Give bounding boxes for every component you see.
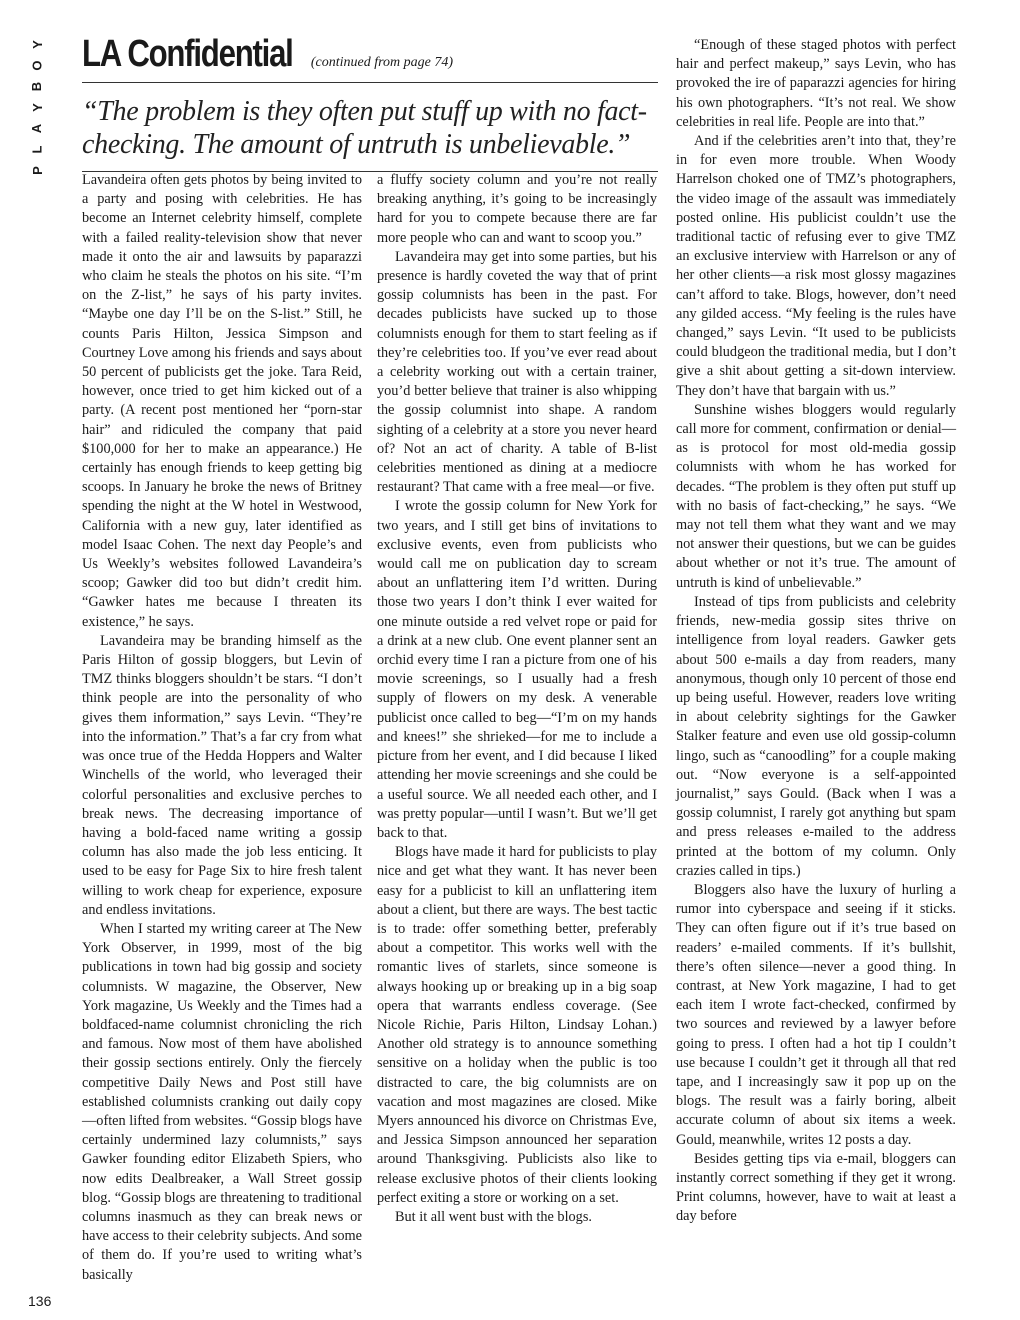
article-paragraph: a fluffy society column and you’re not really breaking anything, it’s going to be increasingly hard for you to compete because there are far more people who can and want to scoop you.” [377,172,657,246]
text-column-3 [676,36,956,1227]
article-paragraph: Instead of tips from publicists and celebrity friends, new-media gossip sites thrive on intelligence from loyal readers. Gawker gets about 500 e-mails a day from readers, many anonymous, though only 10 percent of those end up being useful. However, readers love writing in about celebrity sightings for the Gawker Stalker feature and even use old gossip-column lingo, such as “canoodling” for a couple making out. “Now everyone is a self-appointed journalist,” says Gould. (Back when I was a gossip columnist, I rarely got anything but spam and press releases e-mailed to the address printed at the bottom of my column. Only crazies called in tips.) [676,593,956,879]
article-paragraph: And if the celebrities aren’t into that, they’re in for even more trouble. When Woody Harrelson choked one of TMZ’s photographers, the video image of the assault was immediately posted online. His publicist couldn’t use the traditional tactic of refusing ever to give TMZ an exclusive interview with Harrelson or any of her other clients—a risk most glossy magazines can’t afford to take. Blogs, however, don’t need any gilded access. “My feeling is the rules have changed,” says Levin. “It used to be publicists could bludgeon the traditional media, but I don’t give a shit about getting a sit-down interview. They don’t have that bargain with us.” [676,133,956,399]
article-paragraph: Besides getting tips via e-mail, bloggers can instantly correct something if they get it wrong. Print columns, however, have to wait at least a day before [676,1150,956,1225]
article-paragraph: Blogs have made it hard for publicists to play nice and get what they want. It has never been easy for a publicist to kill an unflattering item about a client, but there are ways. The best tactic is to trade: offer something better, preferably about a competitor. This works well with the romantic lives of starlets, since someone is always hooking up or breaking up in a big soap opera that warrants endless coverage. (See Nicole Richie, Paris Hilton, Lindsay Lohan.) Another old strategy is to announce something sensitive on a holiday when the public is too distracted to care, the big columnists are on vacation and most magazines are closed. Mike Myers announced his divorce on Christmas Eve, and Jessica Simpson announced her separation around Thanksgiving. Publicists also like to release exclusive photos of their clients looking perfect exiting a store or working on a set. [377,844,657,1206]
article-paragraph: “Enough of these staged photos with perfect hair and perfect makeup,” says Levin, who has provoked the ire of paparazzi agencies for hiring his own photographers. “It’s not real. We show celebrities in real life. People are into that.” [676,37,956,130]
article-title: LA Confidential [82,33,293,75]
page-number: 136 [28,1293,52,1309]
article-paragraph: Sunshine wishes bloggers would regularly call more for comment, confirmation or denial—as is protocol for most old-media gossip columnists with whom he has worked for decades. “The problem is they often put stuff up with no basis of fact-checking,” he says. “We may not tell them what they want and we may not answer their questions, but we can be guides about whether or not it’s true. The amount of untruth is kind of unbelievable.” [676,401,956,591]
logo-letter: A [29,123,45,134]
text-column-2 [377,171,657,1227]
text-column-1 [82,171,362,1285]
continued-note: (continued from page 74) [310,55,454,70]
logo-letter: Y [29,40,45,49]
article-header [82,32,658,172]
pull-quote: “The problem is they often put stuff up with no fact-checking. The amount of untruth is unbelievable.” [82,96,647,160]
logo-letter: Y [29,103,45,112]
article-paragraph: Lavandeira may be branding himself as the Paris Hilton of gossip bloggers, but Levin of TMZ thinks bloggers shouldn’t be stars. “I don’t think people are into the personality of who gives them information,” says Levin. “They’re into the information.” That’s a far cry from what was once true of the Hedda Hoppers and Walter Winchells of the world, who leveraged their colorful personalities and exclusive perches to break news. The decreasing importance of having a bold-faced name writing a gossip column has also made the job less enticing. It used to be easy for Page Six to hire fresh talent willing to work cheap for experience, exposure and endless invitations. [82,632,362,918]
article-paragraph: Lavandeira often gets photos by being invited to a party and posing with celebrities. He has become an Internet celebrity himself, complete with a failed reality-television show that never made it onto the air and lawsuits by paparazzi who claim he steals the photos on his site. “I’m on the Z-list,” he says of his party invites. “Maybe one day I’ll be on the S-list.” Still, he counts Paris Hilton, Jessica Simpson and Courtney Love among his friends and says about 50 percent of publicists get the joke. Tara Reid, however, once tried to get him kicked out of a party. (A recent post mentioned her “porn-star hair” and ridiculed the company that paid $100,000 for her to make an appearance.) He certainly has enough friends to keep getting big scoops. In January he broke the news of Britney spending the night at the W hotel in Westwood, California with a new guy, later identified as model Isaac Cohen. The next day People’s and Us Weekly’s websites followed Lavandeira’s scoop; Gawker did too but didn’t credit him. “Gawker hates me because I threaten its existence,” he says. [82,172,362,630]
logo-letter: L [29,145,45,154]
article-paragraph: I wrote the gossip column for New York for two years, and I still get bins of invitations to exclusive events, even from publicists who would call me on publication day to scream about an unflattering item I’d written. During those two years I don’t think I ever waited for one minute outside a red velvet rope or paid for a drink at a new club. One event planner sent an orchid every time I ran a picture from one of his movie screenings, so I usually had a fresh supply of flowers on my desk. A venerable publicist once called to beg—“I’m on my hands and knees!” she shrieked—for me to include a picture from her event, and I did because I liked attending her movie screenings and she could be a useful source. We all needed each other, and I was pretty popular—until I wasn’t. But we’ll get back to that. [377,498,657,841]
logo-letter: P [29,166,45,175]
logo-letter: B [29,81,45,92]
title-row [82,32,658,76]
header-rule-top [82,82,658,83]
article-paragraph: When I started my writing career at The New York Observer, in 1999, most of the big publications in town had big gossip and society columnists. W magazine, the Observer, New York magazine, Us Weekly and the Times had a boldfaced-name columnist chronicling the rich and famous. Now most of them have abolished their gossip sections entirely. Only the fiercely competitive Daily News and Post still have established columnists cranking out daily copy—often lifted from websites. “Gossip blogs have certainly undermined lazy columnists,” says Gawker founding editor Elizabeth Spiers, who now edits Dealbreaker, a Wall Street gossip blog. “Gossip blogs are threatening to traditional columns inasmuch as they can break news or have access to their celebrity subjects. And some of them do. If you’re used to writing what’s basically [82,920,362,1283]
magazine-side-logo [26,34,48,181]
article-paragraph: Bloggers also have the luxury of hurling a rumor into cyberspace and seeing if it sticks. They can often figure out if it’s true based on readers’ e-mailed comments. If it’s bullshit, there’s often silence—never a good thing. In contrast, at New York magazine, I had to get each item I wrote fact-checked, confirmed by two sources and reviewed by a lawyer before going to press. I often had a hot tip I couldn’t use because I couldn’t get it through all that red tape, and I increasingly saw it pop up on the blogs. The result was a fairly boring, albeit accurate column of about six items a week. Gould, meanwhile, writes 12 posts a day. [676,881,956,1148]
article-paragraph: But it all went bust with the blogs. [395,1208,592,1225]
article-paragraph: Lavandeira may get into some parties, but his presence is hardly coveted the way that of print gossip columnists has been in the past. For decades publicists have sucked up to those columnists enough for them to start feeling as if they’re celebrities too. If you’ve ever read about a celebrity working out with a certain trainer, you’d better believe that trainer is also whipping the gossip columnist into shape. A random sighting of a celebrity at a store you never heard of? Not an act of charity. A table of B-list celebrities mentioned as dining at a mediocre restaurant? That came with a free meal—or five. [377,248,657,496]
logo-letter: O [29,60,45,71]
